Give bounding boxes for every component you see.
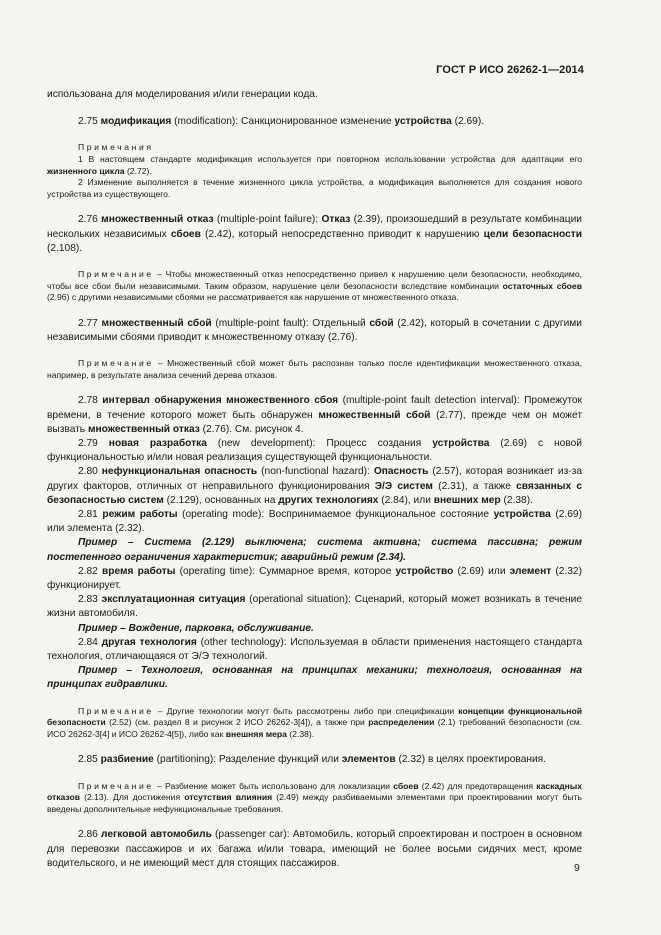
- term: элементов: [341, 754, 396, 766]
- spacer: [47, 815, 582, 828]
- text-paragraph: [47, 394, 582, 437]
- text-run: 2.75: [78, 116, 101, 128]
- standard-header: ГОСТ Р ИСО 26262-1—2014: [436, 64, 584, 76]
- term: распределении: [368, 717, 435, 728]
- text-run: 2.82: [78, 565, 102, 577]
- text-run: – Множественный сбой может быть распознан только после идентификации множественного отказа, например, в результате анализа сечений дерева отказов.: [47, 358, 582, 380]
- text-run: (2.77), прежде чем он может вызвать: [47, 409, 582, 435]
- text-paragraph: [47, 593, 582, 621]
- term: легковой автомобиль: [101, 829, 212, 841]
- text-run: (non-functional hazard):: [257, 466, 374, 478]
- note-label: Примечания: [78, 142, 154, 153]
- text-run: (partitioning): Разделение функций или: [153, 754, 342, 766]
- spacer: [47, 200, 582, 213]
- text-run: (2.1) требований безопасности (см. ИСО 26262-3[4] и ИСО 26262-4[5]), либо как: [47, 717, 582, 739]
- term: Отказ: [321, 214, 351, 226]
- text-paragraph: [47, 753, 582, 767]
- text-run: (other technology): Используемая в области применения настоящего стандарта технология, отличающаяся от Э/Э технологий.: [47, 636, 582, 663]
- page-content: [47, 88, 582, 871]
- text-paragraph: [47, 536, 582, 564]
- text-run: (2.32) в целях проектирования.: [395, 754, 547, 766]
- spacer: [47, 102, 582, 115]
- text-run: (modification): Санкционированное изменение: [171, 116, 395, 128]
- term: других технологиях: [278, 494, 379, 506]
- text-run: (2.69).: [451, 116, 485, 128]
- text-run: – Другие технологии могут быть рассмотрены либо при спецификации: [153, 705, 459, 716]
- text-run: (2.96) с другими независимыми сбоями не рассматривается как нарушение от множественного отказа.: [47, 292, 459, 303]
- text-run: 2.79: [78, 437, 109, 449]
- spacer: [47, 381, 582, 394]
- spacer: [47, 768, 582, 781]
- text-paragraph: [47, 622, 582, 636]
- text-paragraph: [47, 317, 582, 345]
- term: режим работы: [102, 508, 178, 520]
- text-run: использована для моделирования и/или генерации кода.: [47, 89, 318, 100]
- term: Опасность: [373, 466, 429, 478]
- text-run: 1 В настоящем стандарте модификация используется при повторном использовании устройства для адаптации его: [78, 154, 582, 164]
- text-run: (2.42), который в сочетании с другими независимыми сбоями приводит к множественному отказу (2.76).: [47, 317, 582, 343]
- note-paragraph: [47, 269, 582, 304]
- term: внешних мер: [433, 494, 501, 506]
- text-run: (2.84), или: [378, 494, 434, 506]
- text-run: (multiple-point fault detection interval): Промежуток времени, в течение которого может быть обнаружен: [47, 395, 582, 421]
- note-paragraph: [47, 177, 582, 200]
- text-run: (2.69) или элемента (2.32).: [47, 508, 582, 535]
- term: множественный сбой: [318, 409, 431, 421]
- text-run: (2.129), основанных на: [163, 494, 279, 506]
- text-run: 2 Изменение выполняется в течение жизненного цикла устройства, а модификация выполняется для создания нового устройства из существующего.: [47, 177, 582, 199]
- example-text: Пример – Вождение, парковка, обслуживание.: [78, 622, 314, 634]
- text-run: (2.38).: [500, 494, 533, 506]
- text-run: (2.38).: [286, 728, 315, 739]
- text-run: (operational situation): Сценарий, который может возникать в течение жизни автомобиля.: [47, 594, 582, 620]
- text-paragraph: [47, 508, 582, 536]
- text-run: 2.76: [78, 214, 102, 226]
- text-run: – Разбиение может быть использовано для локализации: [153, 780, 394, 791]
- text-run: 2.78: [78, 395, 103, 407]
- text-run: (2.42) для предотвращения: [418, 780, 537, 791]
- text-paragraph: [47, 437, 582, 465]
- text-run: (new development): Процесс создания: [206, 437, 433, 449]
- example-text: Пример – Система (2.129) выключена; система активна; система пассивна; режим постепенного ограничения характеристик; аварийный режим (2.34).: [47, 537, 582, 563]
- term: устройства: [394, 116, 452, 128]
- term: устройства: [493, 508, 551, 520]
- term: жизненного цикла: [47, 165, 125, 176]
- term: каскадных отказов: [47, 780, 582, 803]
- spacer: [47, 693, 582, 706]
- example-text: Пример – Технология, основанная на принципах механики; технология, основанная на принципах гидравлики.: [47, 665, 582, 691]
- text-run: (passenger car): Автомобиль, который спроектирован и построен в основном для перевозки пассажиров и их багажа и/или товара, имеющий не более восьми сидячих мест, кроме водительского, и не имеющий мест для стоящих пассажиров.: [47, 829, 582, 869]
- text-run: (2.69) с новой функциональностью и/или новая реализация существующей функциональности.: [47, 437, 582, 464]
- text-run: 2.84: [78, 636, 102, 648]
- term: время работы: [101, 565, 176, 577]
- term: внешняя мера: [225, 728, 287, 739]
- note-paragraph: [47, 154, 582, 177]
- text-run: (2.76). См. рисунок 4.: [199, 423, 304, 435]
- spacer: [47, 304, 582, 317]
- term: множественный отказ: [87, 423, 200, 435]
- text-run: (operating mode): Воспринимаемое функциональное состояние: [177, 508, 494, 520]
- spacer: [47, 740, 582, 753]
- text-paragraph: [47, 664, 582, 692]
- term: устройство: [395, 565, 454, 577]
- text-run: (operating time): Суммарное время, которое: [175, 565, 396, 577]
- text-paragraph: [47, 828, 582, 871]
- spacer: [47, 345, 582, 358]
- text-run: 2.86: [78, 829, 101, 841]
- note-paragraph: [47, 781, 582, 816]
- text-run: (2.108).: [47, 242, 83, 254]
- term: сбоев: [393, 780, 419, 791]
- term: отсутствия влияния: [184, 792, 273, 803]
- term: нефункциональная опасность: [101, 466, 258, 478]
- term: остаточных сбоев: [502, 280, 582, 291]
- spacer: [47, 129, 582, 142]
- text-run: (2.42), который непосредственно приводит к нарушению: [200, 228, 484, 240]
- term: интервал обнаружения множественного сбоя: [102, 395, 339, 407]
- spacer: [47, 256, 582, 269]
- term: другая технология: [101, 636, 197, 648]
- note-paragraph: [47, 358, 582, 381]
- term: модификация: [100, 116, 172, 128]
- term: сбоев: [170, 228, 201, 240]
- text-run: 2.81: [78, 508, 103, 520]
- text-run: (2.39), произошедший в результате комбинации нескольких независимых: [47, 214, 582, 240]
- note-label: Примечание: [78, 705, 154, 716]
- text-run: (2.32) функционирует.: [47, 565, 582, 591]
- note-paragraph: [47, 706, 582, 741]
- term: сбой: [369, 317, 394, 329]
- text-run: (2.31), а также: [432, 480, 517, 492]
- term: новая разработка: [108, 437, 207, 449]
- term: множественный сбой: [101, 317, 212, 329]
- text-paragraph: [47, 213, 582, 256]
- text-run: (multiple-point fault): Отдельный: [211, 317, 370, 329]
- text-run: (2.72).: [124, 165, 152, 176]
- note-label: Примечание: [78, 358, 154, 369]
- text-run: 2.80: [78, 466, 102, 478]
- text-run: – Чтобы множественный отказ непосредственно привел к нарушению цели безопасности, необходимо, чтобы все сбои были независимыми. Таким образом, нарушение цели безопасности вследствие комбинации: [47, 268, 582, 291]
- note-paragraph: [47, 142, 582, 154]
- term: связанных с безопасностью систем: [47, 480, 582, 506]
- term: множественный отказ: [101, 214, 214, 226]
- text-paragraph: [47, 465, 582, 508]
- text-run: (2.13). Для достижения: [80, 792, 185, 803]
- term: эксплуатационная ситуация: [101, 594, 246, 606]
- term: концепции функциональной безопасности: [47, 705, 582, 728]
- term: разбиение: [100, 754, 154, 766]
- term: элемент: [509, 565, 552, 577]
- page-number: 9: [574, 862, 580, 874]
- text-run: (2.69) или: [453, 565, 510, 577]
- text-paragraph: [47, 565, 582, 593]
- term: Э/Э систем: [374, 480, 433, 492]
- term: цели безопасности: [483, 228, 582, 240]
- text-run: (2.52) (см. раздел 8 и рисунок 2 ИСО 26262-3[4]), а также при: [105, 717, 369, 728]
- text-run: (multiple-point failure):: [213, 214, 322, 226]
- text-paragraph: [47, 115, 582, 129]
- text-run: 2.83: [78, 594, 102, 606]
- text-paragraph: [47, 636, 582, 664]
- note-label: Примечание: [78, 780, 154, 791]
- text-run: (2.57), которая возникает из-за других факторов, отличных от неправильного функционирования: [47, 466, 582, 492]
- text-run: 2.85: [78, 754, 101, 766]
- text-run: (2.49) между разбиваемыми элементами при проектировании могут быть введены дополнительные нефункциональные требования.: [47, 792, 583, 814]
- term: устройства: [432, 437, 490, 449]
- text-paragraph: [47, 88, 582, 102]
- text-run: 2.77: [78, 317, 102, 329]
- note-label: Примечание: [78, 268, 154, 279]
